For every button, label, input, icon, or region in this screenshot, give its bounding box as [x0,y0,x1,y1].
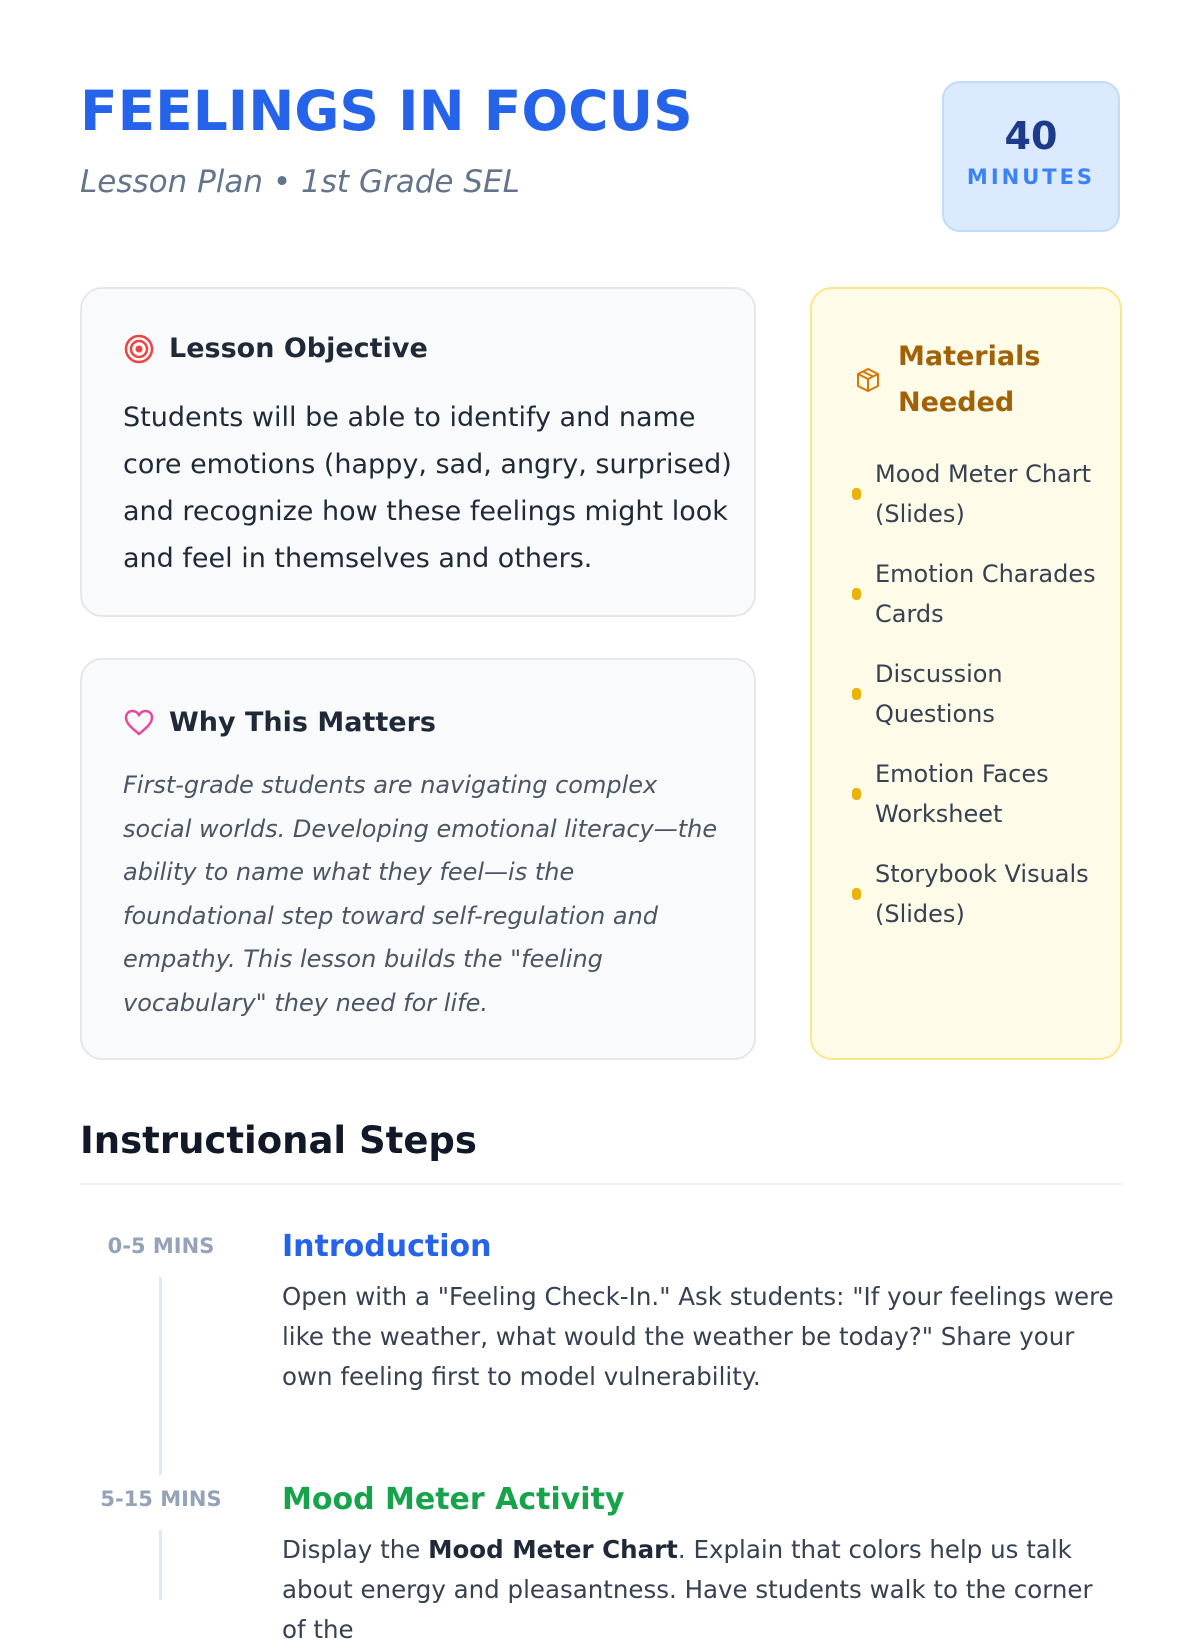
duration-unit: MINUTES [966,165,1096,189]
target-icon [123,333,155,365]
bullet-dot [852,788,861,800]
objective-text: Students will be able to identify and name core emotions (happy, sad, angry, surprised) and recognize how these feelings might look and feel in themselves and others. [123,402,732,574]
why-text: First-grade students are navigating complex social worlds. Developing emotional literacy—the ability to name what they feel—is the foundational step toward self-regulation and empathy. This lesson builds the "feeling vocabulary" they need for life. [123,771,718,1017]
why-card [80,658,756,1060]
materials-item-label: Mood Meter Chart (Slides) [875,460,1092,528]
bullet-dot [852,488,861,500]
materials-card [810,287,1122,1060]
page-subtitle: Lesson Plan • 1st Grade SEL [80,164,520,200]
materials-item [852,554,1112,634]
materials-title: Materials Needed [898,341,1041,418]
heart-icon [123,707,155,739]
why-header [123,705,436,741]
step-description-emphasis: Mood Meter Chart [428,1535,678,1564]
materials-header [852,334,1102,426]
materials-item-label: Emotion Charades Cards [875,560,1096,628]
bullet-dot [852,688,861,700]
objective-card [80,287,756,617]
materials-list [852,454,1112,954]
materials-item [852,854,1112,934]
duration-badge [942,81,1120,232]
step-description: Open with a "Feeling Check-In." Ask students: "If your feelings were like the weather, what would the weather be today?" Share your own feeling first to model vulnerability. [282,1282,1114,1391]
bullet-dot [852,888,861,900]
step-time: 0-5 MINS [107,1234,215,1258]
why-title: Why This Matters [169,707,436,738]
bullet-dot [852,588,861,600]
section-divider [80,1183,1122,1185]
materials-item [852,454,1112,534]
duration-value: 40 [1004,114,1058,158]
package-icon [852,364,884,396]
step-title: Introduction [282,1229,492,1264]
timeline-line [159,1530,162,1600]
step-description-part: Display the [282,1535,429,1564]
materials-item-label: Storybook Visuals (Slides) [875,860,1089,928]
step-description [282,1530,1122,1650]
objective-title: Lesson Objective [169,333,428,364]
page-title: FEELINGS IN FOCUS [80,79,693,143]
step-description-part: . Explain that colors help us talk about energy and pleasantness. Have students walk to the corner of the [282,1535,1093,1644]
materials-item [852,654,1112,734]
steps-section-title: Instructional Steps [80,1119,477,1162]
step-title: Mood Meter Activity [282,1482,625,1517]
step-time: 5-15 MINS [100,1487,222,1511]
materials-item-label: Discussion Questions [875,660,1003,728]
materials-item [852,754,1112,834]
materials-item-label: Emotion Faces Worksheet [875,760,1049,828]
objective-header [123,331,428,367]
timeline-line [159,1277,162,1475]
